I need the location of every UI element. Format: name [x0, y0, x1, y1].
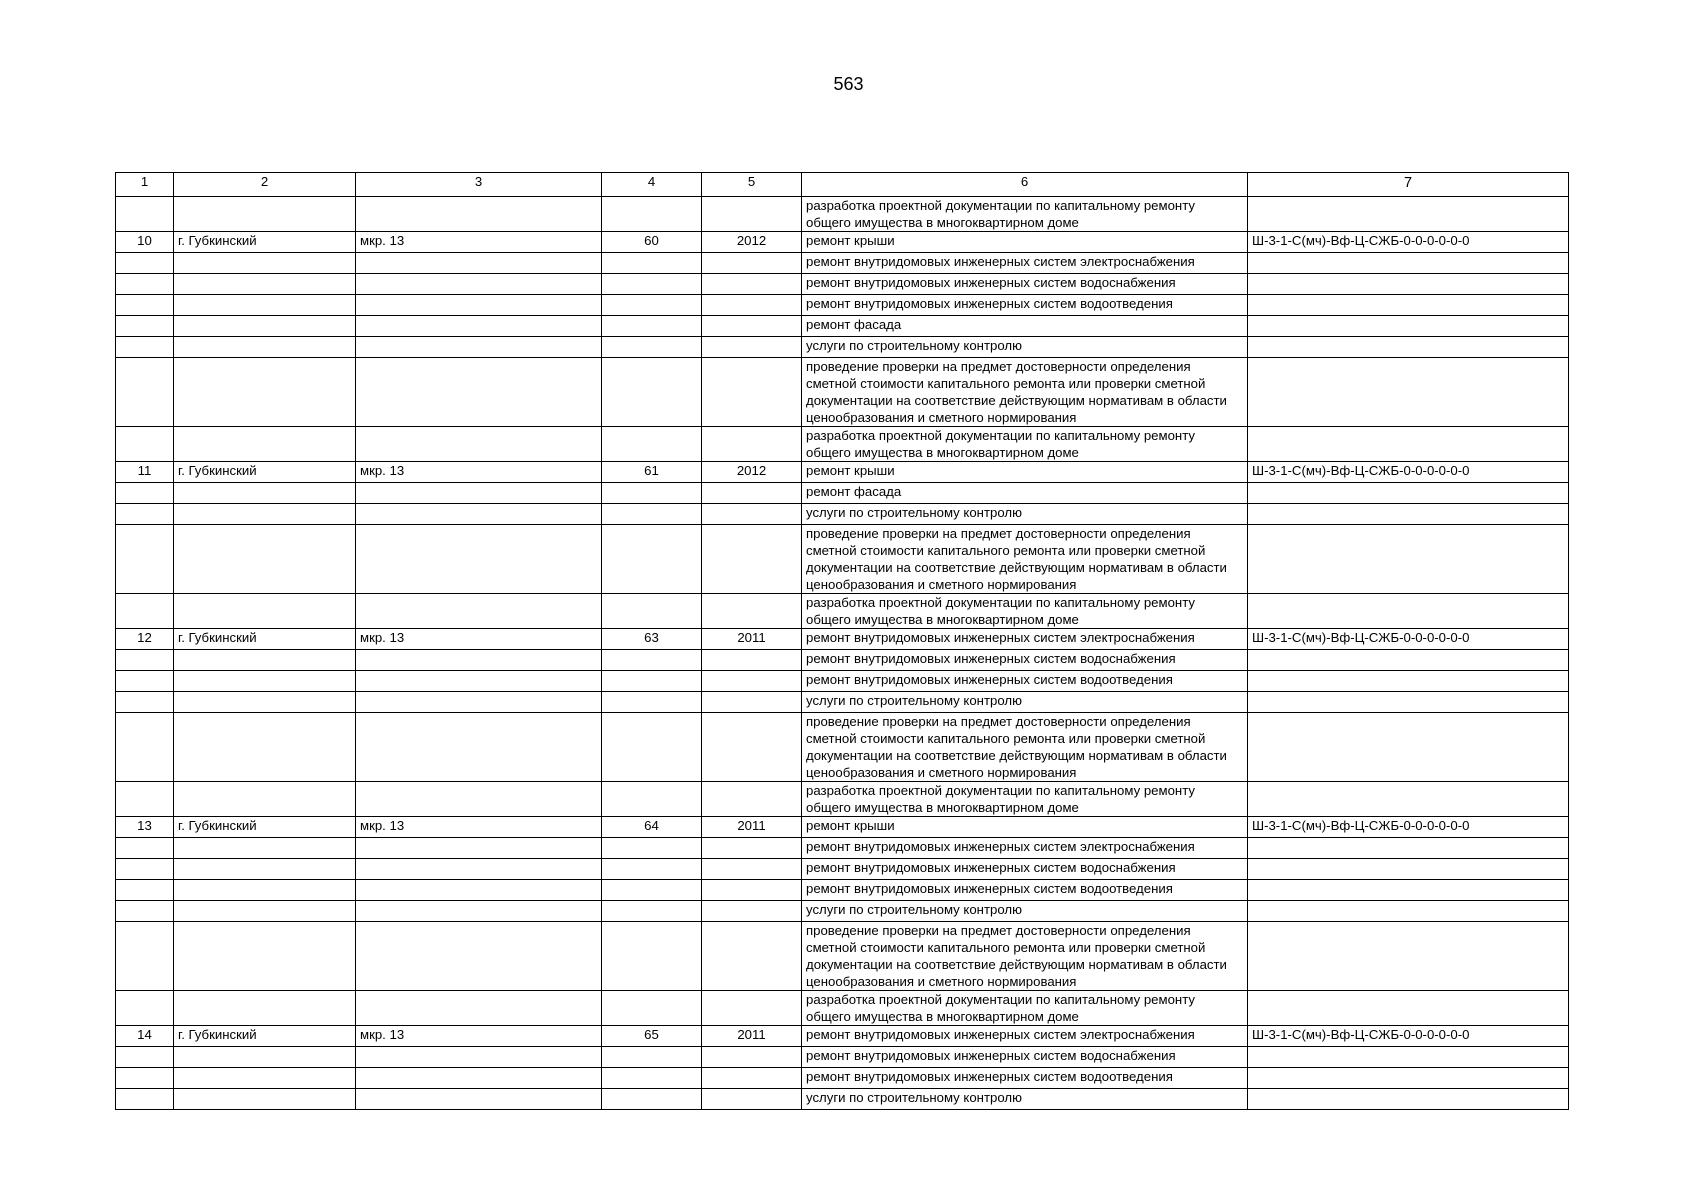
cell-code [1248, 1089, 1569, 1110]
cell-year [702, 253, 802, 274]
cell-year [702, 316, 802, 337]
cell-address: мкр. 13 [356, 1026, 602, 1047]
cell-work-type: ремонт внутридомовых инженерных систем водоснабжения [802, 1047, 1248, 1068]
table-row [116, 594, 1569, 629]
cell-year: 2011 [702, 817, 802, 838]
table-row [116, 316, 1569, 337]
cell-house [602, 692, 702, 713]
cell-number [116, 358, 174, 427]
cell-address [356, 692, 602, 713]
table-row [116, 1047, 1569, 1068]
cell-city [174, 483, 356, 504]
cell-house [602, 427, 702, 462]
page-number: 563 [833, 74, 864, 94]
cell-code [1248, 483, 1569, 504]
cell-address [356, 504, 602, 525]
cell-number [116, 671, 174, 692]
cell-year [702, 358, 802, 427]
cell-year [702, 671, 802, 692]
table-row [116, 650, 1569, 671]
cell-number: 14 [116, 1026, 174, 1047]
cell-house [602, 713, 702, 782]
cell-city [174, 295, 356, 316]
cell-address [356, 253, 602, 274]
cell-address [356, 316, 602, 337]
cell-code [1248, 504, 1569, 525]
cell-city [174, 901, 356, 922]
cell-year [702, 337, 802, 358]
cell-address [356, 1068, 602, 1089]
cell-address: мкр. 13 [356, 462, 602, 483]
table-row [116, 504, 1569, 525]
table-row [116, 817, 1569, 838]
cell-code [1248, 692, 1569, 713]
cell-number [116, 483, 174, 504]
cell-address [356, 650, 602, 671]
cell-year [702, 1089, 802, 1110]
cell-number [116, 880, 174, 901]
table-row [116, 629, 1569, 650]
cell-city [174, 1089, 356, 1110]
cell-number [116, 1047, 174, 1068]
table-row [116, 1026, 1569, 1047]
cell-number [116, 1089, 174, 1110]
cell-house [602, 782, 702, 817]
table-row [116, 232, 1569, 253]
cell-number [116, 197, 174, 232]
column-header: 5 [702, 173, 802, 197]
cell-year [702, 901, 802, 922]
cell-house [602, 316, 702, 337]
cell-code [1248, 316, 1569, 337]
cell-number [116, 525, 174, 594]
cell-work-type: услуги по строительному контролю [802, 1089, 1248, 1110]
cell-address [356, 1047, 602, 1068]
cell-number: 10 [116, 232, 174, 253]
cell-year: 2012 [702, 232, 802, 253]
cell-code [1248, 671, 1569, 692]
cell-code [1248, 197, 1569, 232]
cell-code [1248, 427, 1569, 462]
cell-house [602, 901, 702, 922]
cell-city [174, 713, 356, 782]
cell-city: г. Губкинский [174, 1026, 356, 1047]
table-row [116, 692, 1569, 713]
cell-city [174, 859, 356, 880]
cell-code [1248, 358, 1569, 427]
column-header: 1 [116, 173, 174, 197]
cell-city [174, 197, 356, 232]
column-header: 6 [802, 173, 1248, 197]
cell-address [356, 922, 602, 991]
cell-code [1248, 1068, 1569, 1089]
cell-code [1248, 274, 1569, 295]
cell-address [356, 358, 602, 427]
cell-work-type: ремонт внутридомовых инженерных систем водоотведения [802, 880, 1248, 901]
cell-work-type: ремонт внутридомовых инженерных систем водоотведения [802, 671, 1248, 692]
cell-house [602, 880, 702, 901]
cell-house [602, 337, 702, 358]
cell-address [356, 880, 602, 901]
cell-code [1248, 253, 1569, 274]
table-row [116, 838, 1569, 859]
cell-work-type: разработка проектной документации по капитальному ремонту общего имущества в многоквартирном доме [802, 782, 1248, 817]
table-row [116, 901, 1569, 922]
cell-house [602, 253, 702, 274]
cell-work-type: услуги по строительному контролю [802, 504, 1248, 525]
cell-city [174, 692, 356, 713]
cell-work-type: проведение проверки на предмет достоверности определения сметной стоимости капитального ремонта или проверки сметной документации на соответствие действующим нормативам в области ценообразования и сметного нормирования [802, 358, 1248, 427]
cell-city [174, 838, 356, 859]
cell-work-type: проведение проверки на предмет достоверности определения сметной стоимости капитального ремонта или проверки сметной документации на соответствие действующим нормативам в области ценообразования и сметного нормирования [802, 713, 1248, 782]
cell-year: 2012 [702, 462, 802, 483]
cell-year [702, 838, 802, 859]
cell-city [174, 358, 356, 427]
cell-work-type: услуги по строительному контролю [802, 692, 1248, 713]
cell-work-type: ремонт внутридомовых инженерных систем водоснабжения [802, 650, 1248, 671]
cell-work-type: ремонт крыши [802, 817, 1248, 838]
cell-number [116, 253, 174, 274]
cell-number [116, 337, 174, 358]
cell-work-type: услуги по строительному контролю [802, 901, 1248, 922]
cell-address [356, 901, 602, 922]
cell-year [702, 692, 802, 713]
cell-address [356, 782, 602, 817]
table-row [116, 358, 1569, 427]
cell-number [116, 713, 174, 782]
table-row [116, 337, 1569, 358]
cell-code [1248, 859, 1569, 880]
repair-program-table [115, 172, 1569, 1110]
cell-code [1248, 838, 1569, 859]
cell-city [174, 782, 356, 817]
table-row [116, 713, 1569, 782]
cell-number [116, 991, 174, 1026]
cell-number [116, 901, 174, 922]
cell-code: Ш-3-1-С(мч)-Вф-Ц-СЖБ-0-0-0-0-0-0 [1248, 462, 1569, 483]
cell-address [356, 594, 602, 629]
cell-code [1248, 594, 1569, 629]
cell-year [702, 295, 802, 316]
cell-work-type: ремонт крыши [802, 232, 1248, 253]
cell-address [356, 274, 602, 295]
cell-city: г. Губкинский [174, 629, 356, 650]
cell-year [702, 922, 802, 991]
cell-work-type: ремонт внутридомовых инженерных систем электроснабжения [802, 253, 1248, 274]
cell-house [602, 274, 702, 295]
cell-city [174, 337, 356, 358]
cell-year [702, 483, 802, 504]
cell-code [1248, 337, 1569, 358]
cell-city [174, 880, 356, 901]
cell-work-type: ремонт внутридомовых инженерных систем водоснабжения [802, 859, 1248, 880]
table-row [116, 295, 1569, 316]
cell-house [602, 358, 702, 427]
cell-house [602, 504, 702, 525]
cell-city [174, 594, 356, 629]
table-row [116, 1068, 1569, 1089]
cell-house [602, 650, 702, 671]
cell-address [356, 427, 602, 462]
table-row [116, 922, 1569, 991]
cell-address [356, 483, 602, 504]
cell-number [116, 838, 174, 859]
cell-number [116, 859, 174, 880]
cell-address [356, 859, 602, 880]
table-row [116, 253, 1569, 274]
cell-work-type: ремонт внутридомовых инженерных систем водоотведения [802, 295, 1248, 316]
cell-city [174, 525, 356, 594]
table-row [116, 859, 1569, 880]
cell-city: г. Губкинский [174, 462, 356, 483]
cell-number: 11 [116, 462, 174, 483]
column-header: 3 [356, 173, 602, 197]
cell-number [116, 692, 174, 713]
cell-address [356, 713, 602, 782]
cell-house [602, 859, 702, 880]
cell-year [702, 525, 802, 594]
cell-house [602, 295, 702, 316]
cell-code: Ш-3-1-С(мч)-Вф-Ц-СЖБ-0-0-0-0-0-0 [1248, 232, 1569, 253]
table-row [116, 991, 1569, 1026]
table-header-row [116, 173, 1569, 197]
cell-code [1248, 650, 1569, 671]
cell-work-type: ремонт крыши [802, 462, 1248, 483]
cell-year [702, 594, 802, 629]
table-row [116, 782, 1569, 817]
cell-city [174, 1068, 356, 1089]
table-row [116, 525, 1569, 594]
cell-address [356, 991, 602, 1026]
cell-address [356, 197, 602, 232]
cell-work-type: разработка проектной документации по капитальному ремонту общего имущества в многоквартирном доме [802, 594, 1248, 629]
cell-year: 2011 [702, 1026, 802, 1047]
cell-house [602, 838, 702, 859]
cell-address: мкр. 13 [356, 629, 602, 650]
cell-address [356, 671, 602, 692]
cell-house [602, 197, 702, 232]
cell-city [174, 922, 356, 991]
cell-address: мкр. 13 [356, 232, 602, 253]
cell-house [602, 671, 702, 692]
cell-city [174, 991, 356, 1026]
cell-work-type: проведение проверки на предмет достоверности определения сметной стоимости капитального ремонта или проверки сметной документации на соответствие действующим нормативам в области ценообразования и сметного нормирования [802, 525, 1248, 594]
column-header: 4 [602, 173, 702, 197]
cell-address [356, 525, 602, 594]
cell-work-type: услуги по строительному контролю [802, 337, 1248, 358]
cell-address [356, 337, 602, 358]
cell-code [1248, 991, 1569, 1026]
cell-house [602, 1089, 702, 1110]
cell-house: 61 [602, 462, 702, 483]
table-row [116, 483, 1569, 504]
cell-work-type: ремонт внутридомовых инженерных систем электроснабжения [802, 629, 1248, 650]
cell-number [116, 274, 174, 295]
cell-year [702, 1047, 802, 1068]
cell-number: 13 [116, 817, 174, 838]
cell-number [116, 594, 174, 629]
cell-year [702, 713, 802, 782]
cell-number [116, 316, 174, 337]
cell-number [116, 504, 174, 525]
cell-city: г. Губкинский [174, 817, 356, 838]
cell-work-type: разработка проектной документации по капитальному ремонту общего имущества в многоквартирном доме [802, 427, 1248, 462]
cell-address [356, 295, 602, 316]
cell-work-type: ремонт фасада [802, 483, 1248, 504]
cell-year: 2011 [702, 629, 802, 650]
cell-year [702, 650, 802, 671]
cell-city [174, 1047, 356, 1068]
cell-number: 12 [116, 629, 174, 650]
cell-year [702, 504, 802, 525]
cell-house [602, 483, 702, 504]
cell-year [702, 859, 802, 880]
column-header: 2 [174, 173, 356, 197]
cell-house [602, 1068, 702, 1089]
cell-code [1248, 295, 1569, 316]
cell-house: 65 [602, 1026, 702, 1047]
cell-work-type: ремонт внутридомовых инженерных систем электроснабжения [802, 1026, 1248, 1047]
cell-work-type: разработка проектной документации по капитальному ремонту общего имущества в многоквартирном доме [802, 991, 1248, 1026]
cell-work-type: ремонт внутридомовых инженерных систем водоотведения [802, 1068, 1248, 1089]
table-row [116, 1089, 1569, 1110]
cell-house [602, 922, 702, 991]
cell-city [174, 427, 356, 462]
cell-number [116, 295, 174, 316]
cell-year [702, 991, 802, 1026]
cell-number [116, 922, 174, 991]
table-row [116, 462, 1569, 483]
cell-code [1248, 1047, 1569, 1068]
cell-city [174, 316, 356, 337]
cell-address [356, 838, 602, 859]
cell-city [174, 650, 356, 671]
cell-city [174, 504, 356, 525]
cell-code: Ш-3-1-С(мч)-Вф-Ц-СЖБ-0-0-0-0-0-0 [1248, 629, 1569, 650]
cell-work-type: ремонт внутридомовых инженерных систем водоснабжения [802, 274, 1248, 295]
cell-code [1248, 901, 1569, 922]
cell-house [602, 1047, 702, 1068]
cell-house: 64 [602, 817, 702, 838]
cell-number [116, 1068, 174, 1089]
cell-house: 60 [602, 232, 702, 253]
cell-city [174, 274, 356, 295]
cell-house [602, 525, 702, 594]
cell-year [702, 427, 802, 462]
cell-house [602, 594, 702, 629]
cell-code [1248, 880, 1569, 901]
cell-number [116, 782, 174, 817]
cell-address [356, 1089, 602, 1110]
table-row [116, 427, 1569, 462]
cell-city: г. Губкинский [174, 232, 356, 253]
cell-year [702, 880, 802, 901]
cell-year [702, 274, 802, 295]
column-header: 7 [1248, 173, 1569, 197]
cell-work-type: ремонт внутридомовых инженерных систем электроснабжения [802, 838, 1248, 859]
cell-code [1248, 525, 1569, 594]
cell-work-type: разработка проектной документации по капитальному ремонту общего имущества в многоквартирном доме [802, 197, 1248, 232]
cell-number [116, 650, 174, 671]
cell-work-type: проведение проверки на предмет достоверности определения сметной стоимости капитального ремонта или проверки сметной документации на соответствие действующим нормативам в области ценообразования и сметного нормирования [802, 922, 1248, 991]
cell-code [1248, 713, 1569, 782]
cell-work-type: ремонт фасада [802, 316, 1248, 337]
cell-address: мкр. 13 [356, 817, 602, 838]
cell-year [702, 197, 802, 232]
cell-house: 63 [602, 629, 702, 650]
cell-code [1248, 922, 1569, 991]
cell-code: Ш-3-1-С(мч)-Вф-Ц-СЖБ-0-0-0-0-0-0 [1248, 817, 1569, 838]
cell-code [1248, 782, 1569, 817]
table-row [116, 880, 1569, 901]
table-row [116, 274, 1569, 295]
cell-city [174, 671, 356, 692]
cell-year [702, 782, 802, 817]
cell-year [702, 1068, 802, 1089]
table-row [116, 197, 1569, 232]
cell-house [602, 991, 702, 1026]
cell-number [116, 427, 174, 462]
cell-code: Ш-3-1-С(мч)-Вф-Ц-СЖБ-0-0-0-0-0-0 [1248, 1026, 1569, 1047]
cell-city [174, 253, 356, 274]
table-row [116, 671, 1569, 692]
